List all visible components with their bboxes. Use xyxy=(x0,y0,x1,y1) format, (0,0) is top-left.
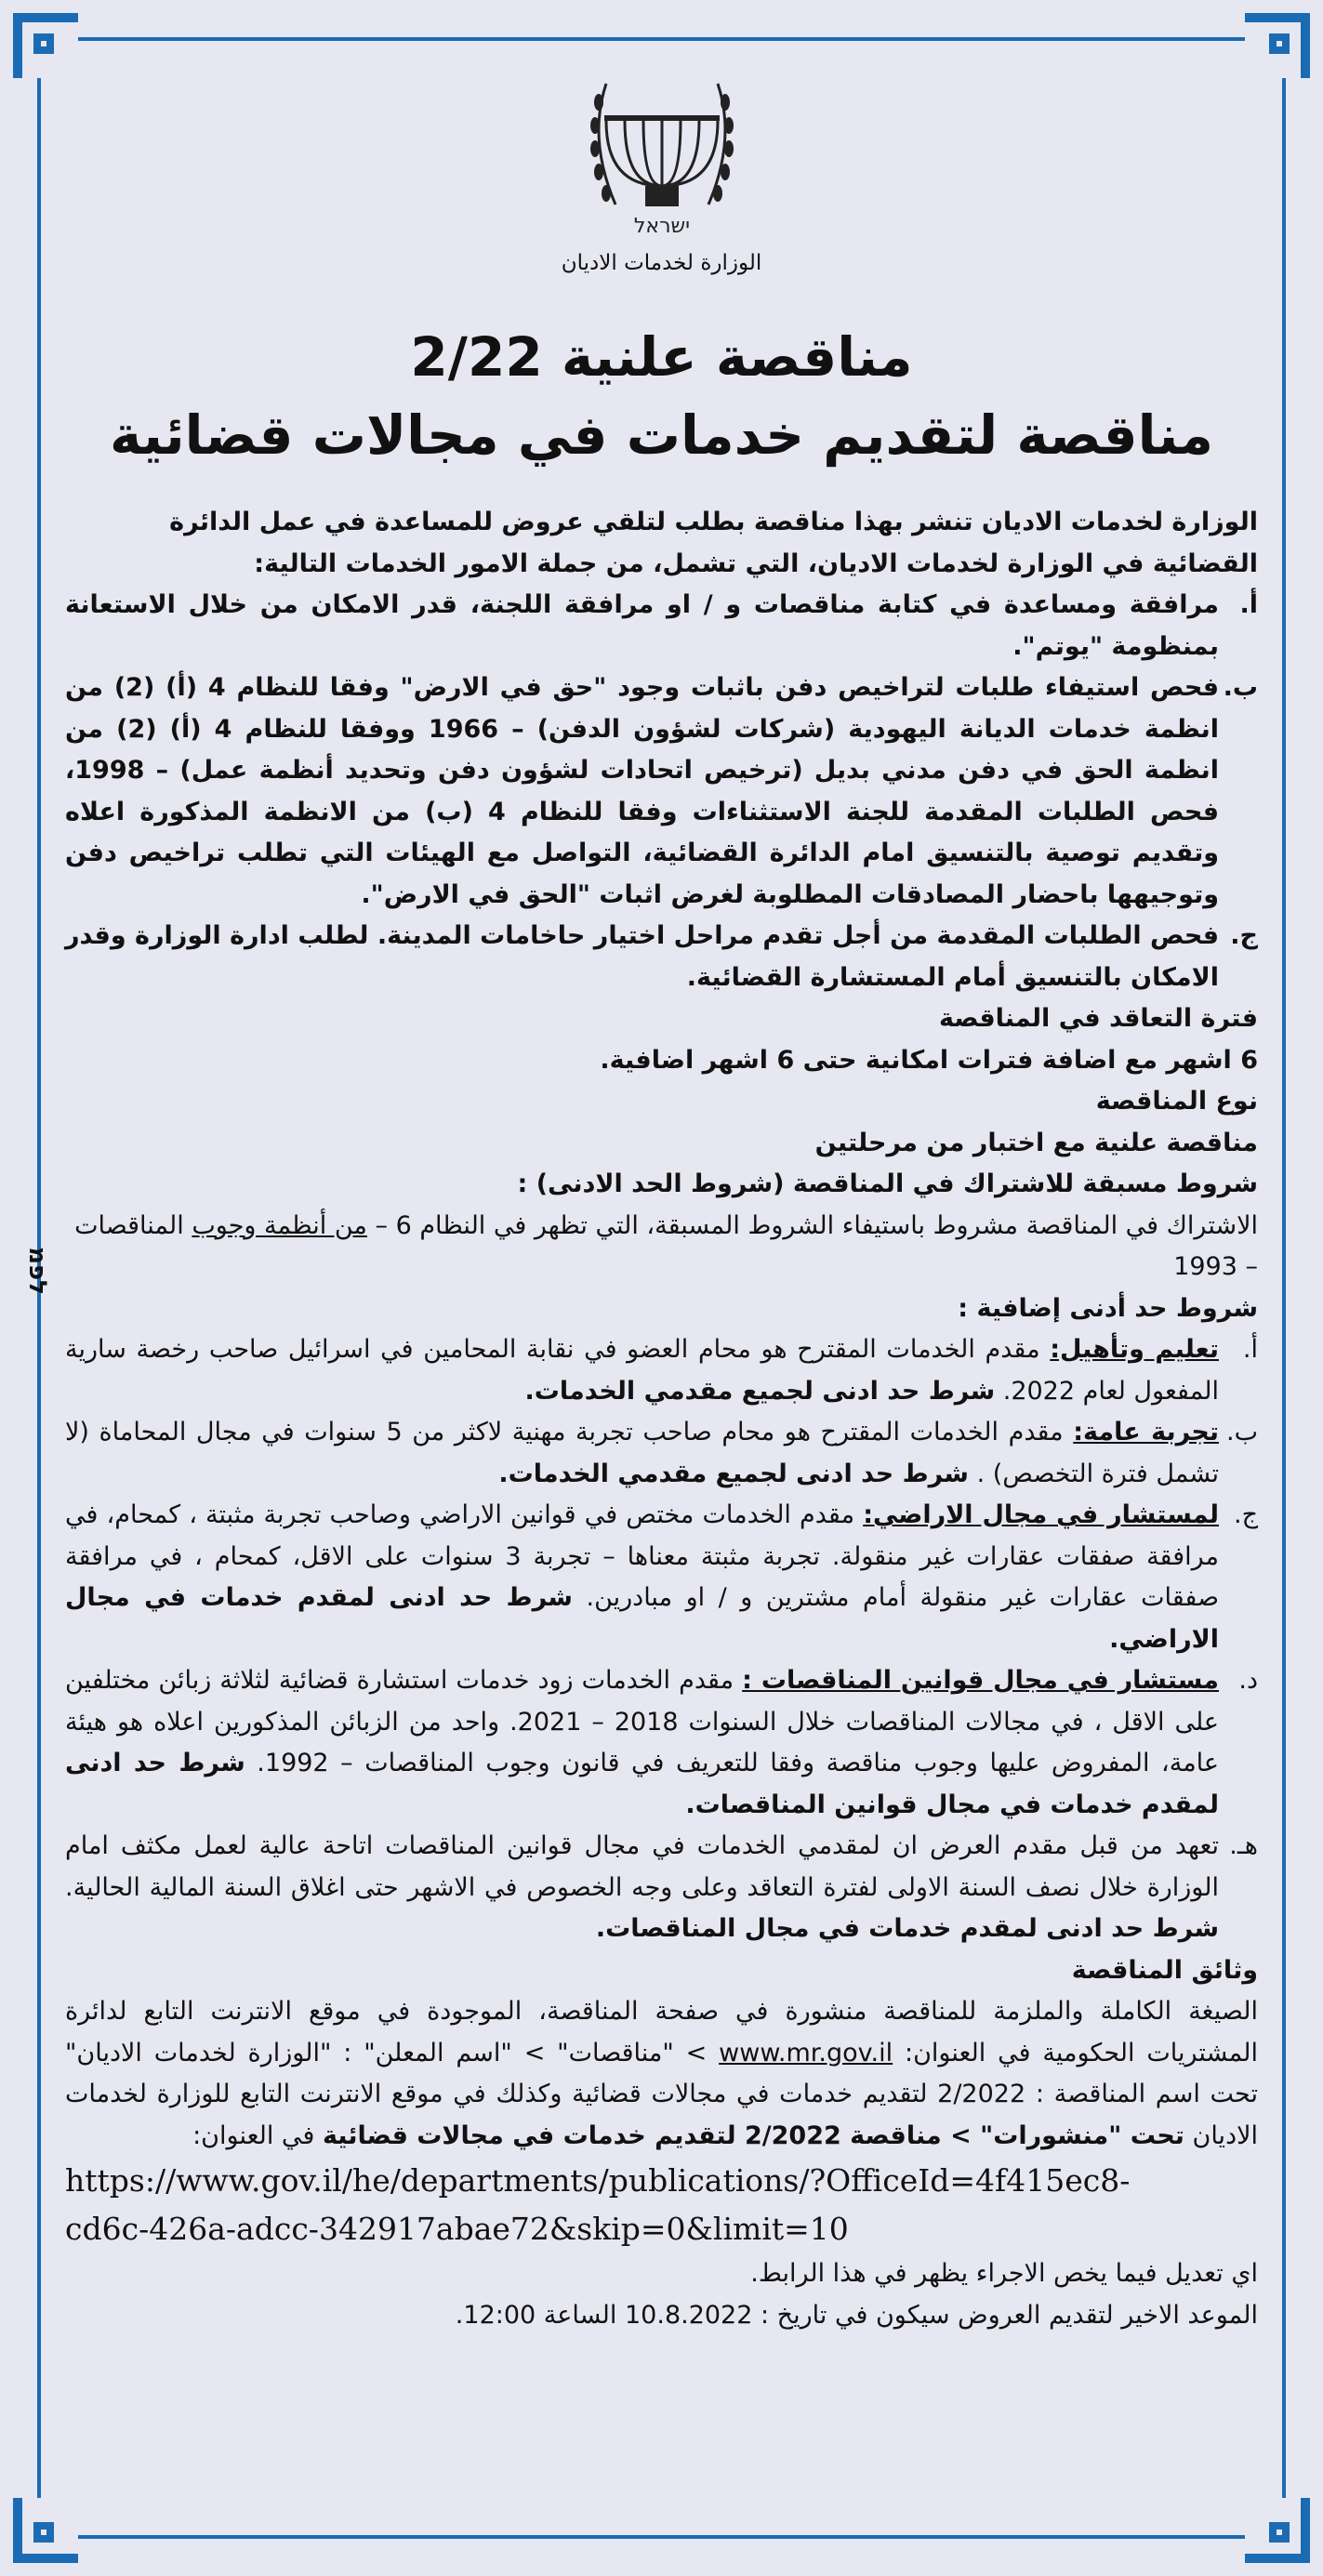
item-title: تجربة عامة: xyxy=(1073,1418,1219,1447)
notice-body xyxy=(65,502,1258,2336)
list-item xyxy=(65,1412,1258,1495)
preconditions-text-end: المناقصات – 1993 xyxy=(74,1210,1258,1281)
item-text: فحص استيفاء طلبات لتراخيص دفن باثبات وجود "حق في الارض" وفقا للنظام 4 (أ) (2) من انظمة خدمات الديانة اليهودية (شركات لشؤون الدفن) – 1966 ووفقا للنظام 4 (أ) (2) من انظمة الحق في دفن مدني بديل (ترخيص اتحادات لشؤون دفن وتحديد أنظمة عمل) – 1998، فحص الطلبات المقدمة للجنة الاستثناءات وفقا للنظام 4 (ب) من الانظمة المذكورة اعلاه وتقديم توصية بالتنسيق امام الدائرة القضائية، التواصل مع الهيئات التي تطلب تراخيص دفن وتوجيهها باحضار المصادقات المطلوبة لغرض اثبات "الحق في الارض". xyxy=(65,673,1220,909)
list-item xyxy=(65,667,1258,916)
intro-paragraph: الوزارة لخدمات الاديان تنشر بهذا مناقصة بطلب لتلقي عروض للمساعدة في عمل الدائرة القضائية في الوزارة لخدمات الاديان، التي تشمل، من جملة الامور الخدمات التالية: xyxy=(169,508,1258,578)
item-title: لمستشار في مجال الاراضي: xyxy=(863,1500,1219,1529)
list-item xyxy=(65,1826,1258,1950)
section-heading: فترة التعاقد في المناقصة xyxy=(938,1004,1258,1033)
item-title: تعليم وتأهيل: xyxy=(1050,1335,1219,1364)
documents-path: تحت "منشورات" > مناقصة 2/2022 لتقديم خدمات في مجالات قضائية xyxy=(322,2120,1184,2150)
list-item xyxy=(65,1495,1258,1660)
item-condition: شرط حد ادنى لجميع مقدمي الخدمات. xyxy=(498,1459,969,1488)
section-heading: نوع المناقصة xyxy=(1095,1087,1258,1116)
menorah-emblem-icon xyxy=(578,46,746,242)
item-label: ب. xyxy=(1223,673,1258,702)
item-condition: شرط حد ادنى لمقدم خدمات في مجال الاراضي. xyxy=(65,1583,1219,1654)
services-list xyxy=(65,585,1258,998)
ministry-name: الوزارة لخدمات الاديان xyxy=(561,251,762,275)
list-item xyxy=(65,585,1258,667)
deadline-note: الموعد الاخير لتقديم العروض سيكون في تاريخ : 10.8.2022 الساعة 12:00. xyxy=(455,2300,1258,2330)
item-condition: شرط حد ادنى لمقدم خدمات في مجال قوانين المناقصات. xyxy=(65,1749,1219,1819)
notice xyxy=(65,46,1258,2336)
url-line-1[interactable]: https://www.gov.il/he/departments/publications/?OfficeId=4f415ec8- xyxy=(65,2162,1131,2199)
list-item xyxy=(65,1329,1258,1412)
page-title xyxy=(65,318,1258,474)
section-heading: وثائق المناقصة xyxy=(1071,1955,1258,1985)
item-label: ج. xyxy=(1230,921,1258,950)
list-item xyxy=(65,1660,1258,1826)
item-text: مقدم الخدمات زود خدمات استشارة قضائية لثلاثة زبائن مختلفين على الاقل ، في مجالات المناقصات خلال السنوات 2018 – 2021. واحد من الزبائن المذكورين اعلاه هو هيئة عامة، المفروض عليها وجوب مناقصة وفقا للتعريف في قانون وجوب المناقصات – 1992. xyxy=(65,1666,1220,1777)
emblem-caption: ישראל xyxy=(633,215,690,238)
corner-ornament xyxy=(1245,2498,1310,2563)
section-text: مناقصة علنية مع اختبار من مرحلتين xyxy=(814,1128,1258,1157)
item-label: ج. xyxy=(1233,1500,1258,1529)
item-label: أ. xyxy=(1242,1335,1258,1364)
item-label: د. xyxy=(1238,1666,1258,1695)
item-title: مستشار في مجال قوانين المناقصات : xyxy=(742,1666,1219,1695)
title-line-2: مناقصة لتقديم خدمات في مجالات قضائية xyxy=(109,403,1214,467)
item-label: ب. xyxy=(1225,1418,1258,1447)
item-condition: شرط حد ادنى لمقدم خدمات في مجال المناقصات. xyxy=(595,1914,1219,1943)
documents-text-part: في العنوان: xyxy=(192,2120,323,2150)
item-text: فحص الطلبات المقدمة من أجل تقدم مراحل اختيار حاخامات المدينة. لطلب ادارة الوزارة وقدر الامكان بالتنسيق أمام المستشارة القضائية. xyxy=(65,921,1219,992)
section-text xyxy=(65,1206,1258,1288)
amendment-note: اي تعديل فيما يخص الاجراء يظهر في هذا الرابط. xyxy=(750,2259,1258,2288)
title-line-1: مناقصة علنية 2/22 xyxy=(410,325,913,389)
corner-ornament xyxy=(13,2498,78,2563)
section-heading: شروط مسبقة للاشتراك في المناقصة (شروط الحد الادنى) : xyxy=(517,1169,1258,1198)
website-link[interactable]: www.mr.gov.il xyxy=(719,2038,893,2067)
documents-text-part: > "مناقصات" > "اسم المعلن" : "الوزارة لخدمات الاديان" تحت اسم المناقصة : 2/2022 لتقديم خدمات في مجالات قضائية وكذلك في موقع الانترنت التابع للوزارة لخدمات الاديان xyxy=(65,2038,1258,2150)
preconditions-text: الاشتراك في المناقصة مشروط باستيفاء الشروط المسبقة، التي تظهر في النظام 6 – xyxy=(366,1210,1258,1240)
side-label: לפמ xyxy=(22,1247,51,1295)
item-label: هـ. xyxy=(1229,1831,1258,1860)
publications-url[interactable] xyxy=(65,2157,1258,2253)
item-text: مقدم الخدمات المقترح هو محام صاحب تجربة مهنية لاكثر من 5 سنوات في مجال المحاماة (لا تشمل فترة التخصص) . xyxy=(65,1418,1219,1488)
section-heading: شروط حد أدنى إضافية : xyxy=(958,1293,1258,1323)
url-line-2[interactable]: cd6c-426a-adcc-342917abae72&skip=0&limit=10 xyxy=(65,2211,849,2247)
item-label: أ. xyxy=(1239,590,1258,619)
item-text: مرافقة ومساعدة في كتابة مناقصات و / او مرافقة اللجنة، قدر الامكان من خلال الاستعانة بمنظومة "يوتم". xyxy=(65,590,1219,661)
documents-text xyxy=(65,1991,1258,2157)
item-text: مقدم الخدمات مختص في قوانين الاراضي وصاحب تجربة مثبتة ، كمحام، في مرافقة صفقات عقارات غير منقولة. تجربة مثبتة معناها – تجربة 3 سنوات على الاقل، كمحام ، في مرافقة صفقات عقارات غير منقولة أمام مشترين و / او مبادرين. xyxy=(65,1500,1219,1612)
item-text: تعهد من قبل مقدم العرض ان لمقدمي الخدمات في مجال قوانين المناقصات اتاحة عالية لعمل مكثف امام الوزارة خلال نصف السنة الاولى لفترة التعاقد وعلى وجه الخصوص في الاشهر حتى اغلاق السنة المالية الحالية. xyxy=(65,1831,1219,1902)
preconditions-underlined: من أنظمة وجوب xyxy=(192,1210,367,1240)
section-text: 6 اشهر مع اضافة فترات امكانية حتى 6 اشهر اضافية. xyxy=(600,1045,1258,1075)
documents-text-part: الصيغة الكاملة والملزمة للمناقصة منشورة في صفحة المناقصة، الموجودة في موقع الانترنت التابع لدائرة المشتريات الحكومية في العنوان: xyxy=(65,1997,1258,2067)
list-item xyxy=(65,916,1258,998)
item-condition: شرط حد ادنى لجميع مقدمي الخدمات. xyxy=(524,1376,996,1406)
item-text: مقدم الخدمات المقترح هو محام العضو في نقابة المحامين في اسرائيل صاحب رخصة سارية المفعول لعام 2022. xyxy=(65,1335,1219,1406)
